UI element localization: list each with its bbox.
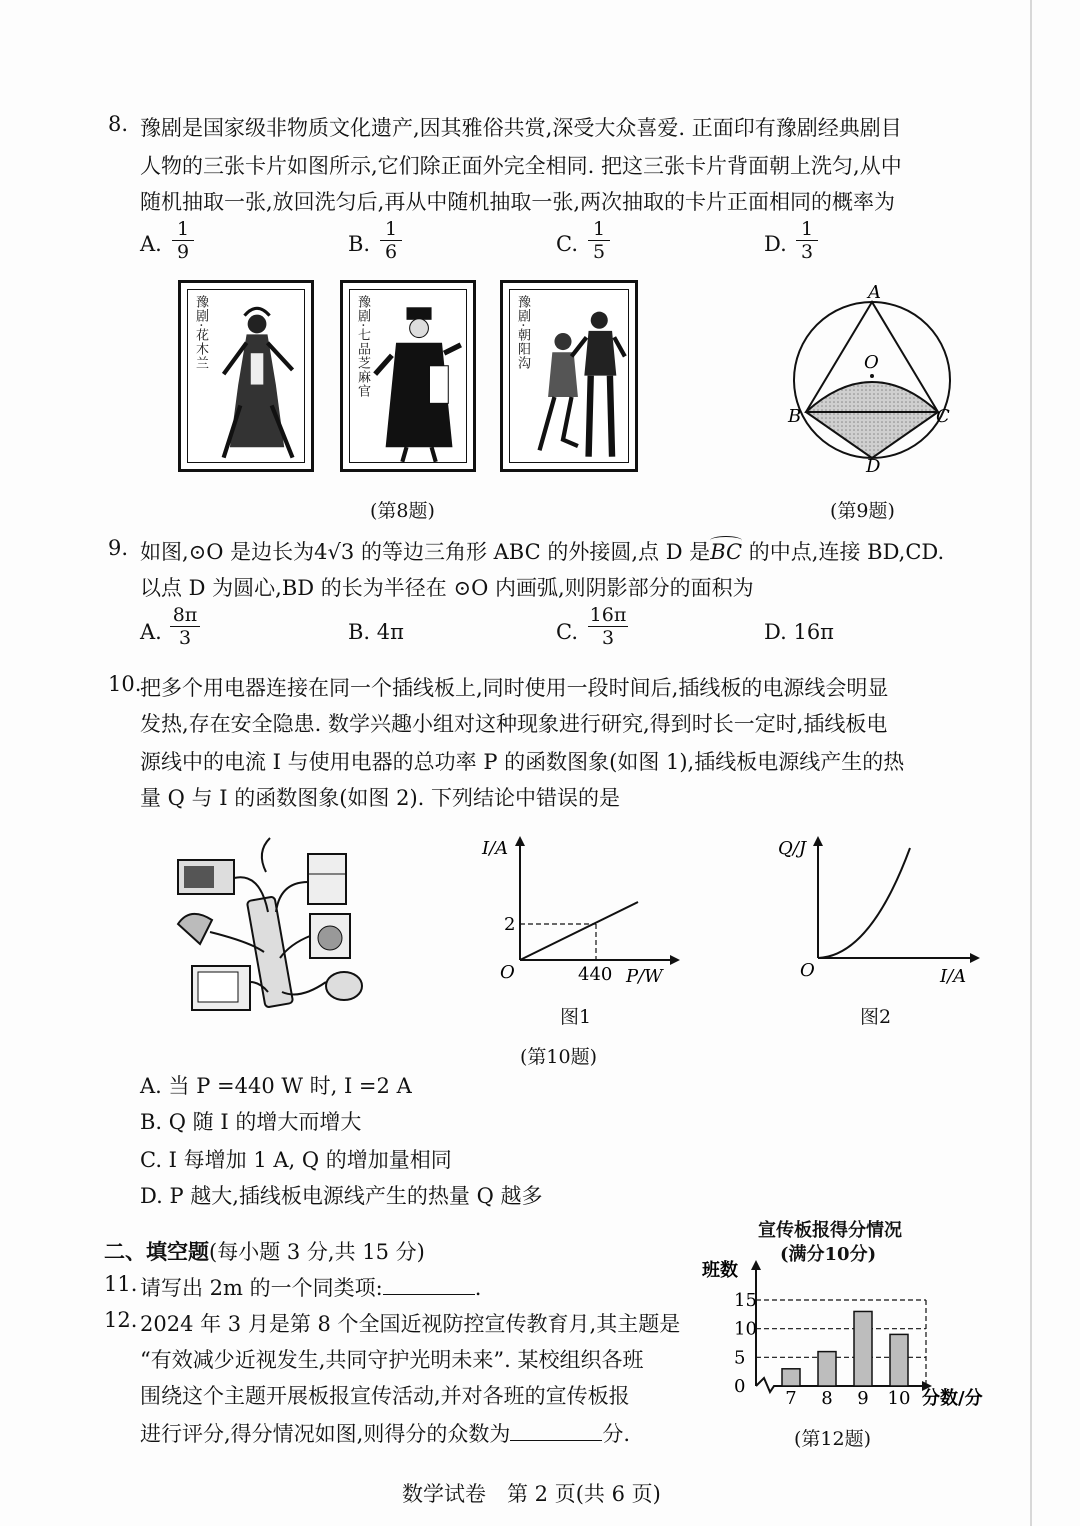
x-tick-label: 10 [887, 1388, 911, 1409]
shaded-region [806, 382, 938, 458]
label-o: O [864, 352, 879, 373]
bar-9 [854, 1311, 872, 1386]
q10-option-b: B. Q 随 I 的增大而增大 [140, 1110, 362, 1134]
q12-number: 12. [104, 1308, 138, 1332]
q9-line-1: 如图,⊙O 是边长为4√3 的等边三角形 ABC 的外接圆,点 D 是 BC 的中点,连接 BD,CD. [140, 536, 944, 566]
q8-number: 8. [108, 112, 129, 136]
page-footer: 数学试卷 第 2 页(共 6 页) [402, 1482, 661, 1506]
q9-option-a: A. [140, 620, 162, 644]
q8-option-c-fraction: 1 5 [588, 218, 610, 263]
current-line [520, 902, 638, 960]
q10-line-2: 发热,存在安全隐患. 数学兴趣小组对这种现象进行研究,得到时长一定时,插线板电 [140, 712, 888, 736]
fig1-ylabel: I/A [482, 838, 509, 859]
opera-figure-icon [209, 301, 303, 468]
x-tick-label: 8 [821, 1388, 833, 1409]
card-2-label: 豫剧·七品芝麻官 [355, 295, 370, 399]
chart-subtitle: (满分10分) [780, 1244, 877, 1265]
q9-option-c-fraction: 16π 3 [589, 604, 627, 649]
card-qipin [340, 280, 476, 472]
q11-number: 11. [104, 1272, 138, 1296]
q12-answer-blank[interactable] [510, 1440, 602, 1441]
fig1-origin: O [500, 962, 515, 983]
opera-figure-icon [371, 301, 465, 468]
x-tick-label: 7 [785, 1388, 797, 1409]
q8-option-a: A. [140, 232, 162, 256]
q10-option-c: C. I 每增加 1 A, Q 的增加量相同 [140, 1148, 452, 1172]
q10-figure-1 [470, 832, 680, 997]
q9-option-d: D. 16π [764, 620, 834, 644]
q12-line-1: 2024 年 3 月是第 8 个全国近视防控宣传教育月,其主题是 [140, 1312, 681, 1336]
q12-line-4: 进行评分,得分情况如图,则得分的众数为 分. [140, 1422, 631, 1446]
q10-number: 10. [108, 672, 142, 696]
y-tick-label: 10 [734, 1318, 757, 1340]
card-chaoyanggou [500, 280, 638, 472]
label-d: D [866, 456, 881, 475]
bar-7 [782, 1369, 800, 1386]
iron-icon [178, 914, 212, 944]
y-tick-label: 5 [734, 1347, 746, 1369]
q8-option-b: B. [348, 232, 371, 256]
q9-line-2: 以点 D 为圆心,BD 的长为半径在 ⊙O 内画弧,则阴影部分的面积为 [140, 576, 754, 600]
q9-option-a-fraction: 8π 3 [170, 604, 200, 649]
label-c: C [936, 406, 950, 427]
chart-title: 宣传板报得分情况 [758, 1220, 902, 1241]
chart-ylabel: 班数 [702, 1260, 738, 1281]
power-strip-illustration [160, 832, 380, 1022]
q8-line-2: 人物的三张卡片如图所示,它们除正面外完全相同. 把这三张卡片背面朝上洗匀,从中 [140, 154, 902, 178]
fig2-caption: 图2 [860, 1006, 892, 1028]
bar-8 [818, 1352, 836, 1386]
q11-text: 请写出 2m 的一个同类项: . [140, 1276, 482, 1300]
page-edge [1030, 0, 1032, 1526]
label-b: B [788, 406, 802, 427]
q9-side-length: 4√3 [314, 540, 355, 564]
q10-line-1: 把多个用电器连接在同一个插线板上,同时使用一段时间后,插线板的电源线会明显 [140, 676, 889, 700]
card-1-label: 豫剧·花木兰 [193, 295, 208, 371]
q12-line-2: “有效减少近视发生,共同守护光明未来”. 某校组织各班 [140, 1348, 644, 1372]
y-tick-label: 0 [734, 1376, 746, 1397]
q8-option-a-fraction: 1 9 [172, 218, 194, 263]
chart-xlabel: 分数/分 [922, 1388, 983, 1409]
q8-option-b-fraction: 1 6 [380, 218, 402, 263]
q8-line-1: 豫剧是国家级非物质文化遗产,因其雅俗共赏,深受大众喜爱. 正面印有豫剧经典剧目 [140, 116, 902, 140]
card-hua-mulan [178, 280, 314, 472]
q12-caption: (第12题) [794, 1428, 872, 1450]
q10-caption: (第10题) [520, 1046, 598, 1068]
opera-couple-icon [531, 301, 627, 472]
q10-option-a: A. 当 P =440 W 时, I =2 A [140, 1074, 412, 1098]
label-a: A [868, 282, 881, 303]
q8-line-3: 随机抽取一张,放回洗匀后,再从中随机抽取一张,两次抽取的卡片正面相同的概率为 [140, 190, 896, 214]
q9-option-c: C. [556, 620, 578, 644]
q8-option-d: D. [764, 232, 787, 256]
fig2-ylabel: Q/J [778, 838, 807, 859]
heat-curve [818, 848, 910, 958]
fig1-caption: 图1 [560, 1006, 592, 1028]
section-2-heading: 二、填空题(每小题 3 分,共 15 分) [104, 1239, 425, 1264]
y-tick-label: 15 [734, 1290, 757, 1311]
card-3-label: 豫剧·朝阳沟 [515, 295, 530, 371]
q10-line-3: 源线中的电流 I 与使用电器的总功率 P 的函数图象(如图 1),插线板电源线产生的热 [140, 750, 905, 774]
q10-line-4: 量 Q 与 I 的函数图象(如图 2). 下列结论中错误的是 [140, 786, 620, 810]
q10-option-d: D. P 越大,插线板电源线产生的热量 Q 越多 [140, 1184, 543, 1208]
q9-arc-bc: BC [710, 540, 742, 564]
fridge-icon [308, 854, 346, 904]
fig1-ytick: 2 [504, 914, 516, 935]
q10-figure-2 [770, 832, 980, 997]
kettle-icon [326, 972, 362, 1000]
q8-caption: (第8题) [370, 500, 435, 522]
fig2-origin: O [800, 960, 815, 981]
q9-caption: (第9题) [830, 500, 895, 522]
q8-option-d-fraction: 1 3 [796, 218, 818, 263]
bar-10 [890, 1334, 908, 1386]
fig2-xlabel: I/A [940, 966, 967, 987]
x-tick-label: 9 [857, 1388, 869, 1409]
score-bar-chart [698, 1256, 998, 1416]
q9-circle-figure [780, 280, 960, 475]
fig1-xlabel: P/W [626, 966, 663, 987]
q9-option-b: B. 4π [348, 620, 404, 644]
q11-answer-blank[interactable] [383, 1294, 475, 1295]
q12-line-3: 围绕这个主题开展板报宣传活动,并对各班的宣传板报 [140, 1384, 630, 1408]
q9-number: 9. [108, 536, 129, 560]
q8-option-c: C. [556, 232, 578, 256]
fig1-xtick: 440 [578, 964, 613, 985]
